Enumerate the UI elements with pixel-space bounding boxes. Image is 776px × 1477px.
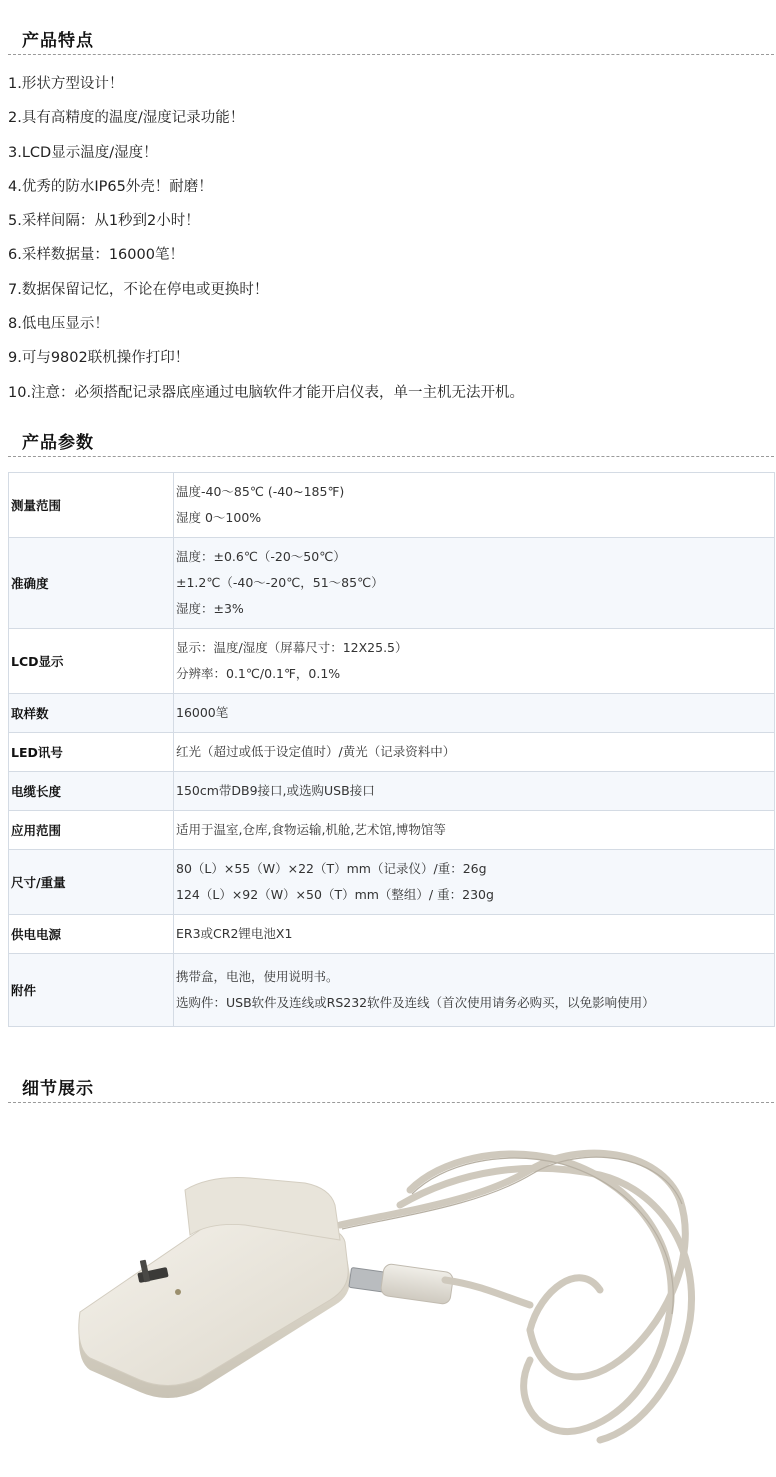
param-label: 准确度 <box>9 538 174 629</box>
table-row <box>9 954 775 1027</box>
param-value <box>174 850 775 915</box>
table-row <box>9 772 775 811</box>
logger-base <box>79 1178 350 1399</box>
param-value <box>174 473 775 538</box>
details-divider <box>8 1102 774 1103</box>
param-value <box>174 915 775 954</box>
table-row <box>9 850 775 915</box>
param-line: ER3或CR2锂电池X1 <box>176 926 293 941</box>
feature-item: 1.形状方型设计！ <box>8 76 124 92</box>
param-label: 取样数 <box>9 694 174 733</box>
features-title: 产品特点 <box>22 31 94 51</box>
param-label: 应用范围 <box>9 811 174 850</box>
feature-item: 9.可与9802联机操作打印！ <box>8 350 190 367</box>
feature-item: 10.注意：必须搭配记录器底座通过电脑软件才能开启仪表，单一主机无法开机。 <box>8 384 525 401</box>
param-line: 温度-40～85℃ (-40~185℉) <box>176 484 345 499</box>
param-value <box>174 629 775 694</box>
param-line: 携带盒，电池，使用说明书。 <box>176 969 339 984</box>
param-line: 适用于温室,仓库,食物运输,机舱,艺术馆,博物馆等 <box>176 822 446 837</box>
params-divider <box>8 456 774 457</box>
param-label: 测量范围 <box>9 473 174 538</box>
features-divider <box>8 54 774 55</box>
param-label: LED讯号 <box>9 733 174 772</box>
param-label: 电缆长度 <box>9 772 174 811</box>
table-row <box>9 629 775 694</box>
param-line: 选购件：USB软件及连线或RS232软件及连线（首次使用请务必购买，以免影响使用） <box>176 995 655 1010</box>
table-row <box>9 538 775 629</box>
param-label: LCD显示 <box>9 629 174 694</box>
table-row <box>9 733 775 772</box>
features-list <box>8 72 524 415</box>
param-line: 124（L）×92（W）×50（T）mm（整组）/ 重：230g <box>176 887 494 902</box>
param-line: 80（L）×55（W）×22（T）mm（记录仪）/重：26g <box>176 861 487 876</box>
param-line: 150cm带DB9接口,或选购USB接口 <box>176 783 375 798</box>
table-row <box>9 915 775 954</box>
param-value <box>174 694 775 733</box>
param-value <box>174 954 775 1027</box>
feature-item: 4.优秀的防水IP65外壳！耐磨！ <box>8 178 213 195</box>
table-row <box>9 473 775 538</box>
param-line: 湿度：±3% <box>176 601 244 616</box>
table-row <box>9 694 775 733</box>
param-value <box>174 772 775 811</box>
param-label: 附件 <box>9 954 174 1027</box>
param-line: 湿度 0～100% <box>176 510 262 525</box>
param-line: 16000笔 <box>176 705 229 720</box>
usb-plug <box>349 1263 530 1305</box>
feature-item: 5.采样间隔：从1秒到2小时！ <box>8 213 200 230</box>
feature-item: 8.低电压显示！ <box>8 316 109 333</box>
param-label: 尺寸/重量 <box>9 850 174 915</box>
product-photo <box>60 1130 760 1470</box>
param-line: 分辨率：0.1℃/0.1℉，0.1% <box>176 666 341 681</box>
feature-item: 7.数据保留记忆，不论在停电或更换时！ <box>8 281 269 298</box>
details-title: 细节展示 <box>22 1079 94 1099</box>
feature-item: 2.具有高精度的温度/湿度记录功能！ <box>8 110 245 127</box>
param-value <box>174 811 775 850</box>
table-row <box>9 811 775 850</box>
param-line: 温度：±0.6℃（-20～50℃） <box>176 549 346 564</box>
param-value <box>174 538 775 629</box>
feature-item: 6.采样数据量：16000笔！ <box>8 247 184 264</box>
params-table <box>8 472 775 1027</box>
param-line: 显示：温度/湿度（屏幕尺寸：12X25.5） <box>176 640 408 655</box>
param-line: ±1.2℃（-40～-20℃，51～85℃） <box>176 575 384 590</box>
params-title: 产品参数 <box>22 433 94 453</box>
param-line: 红光（超过或低于设定值时）/黄光（记录资料中） <box>176 744 456 759</box>
feature-item: 3.LCD显示温度/湿度！ <box>8 144 158 161</box>
param-label: 供电电源 <box>9 915 174 954</box>
param-value <box>174 733 775 772</box>
